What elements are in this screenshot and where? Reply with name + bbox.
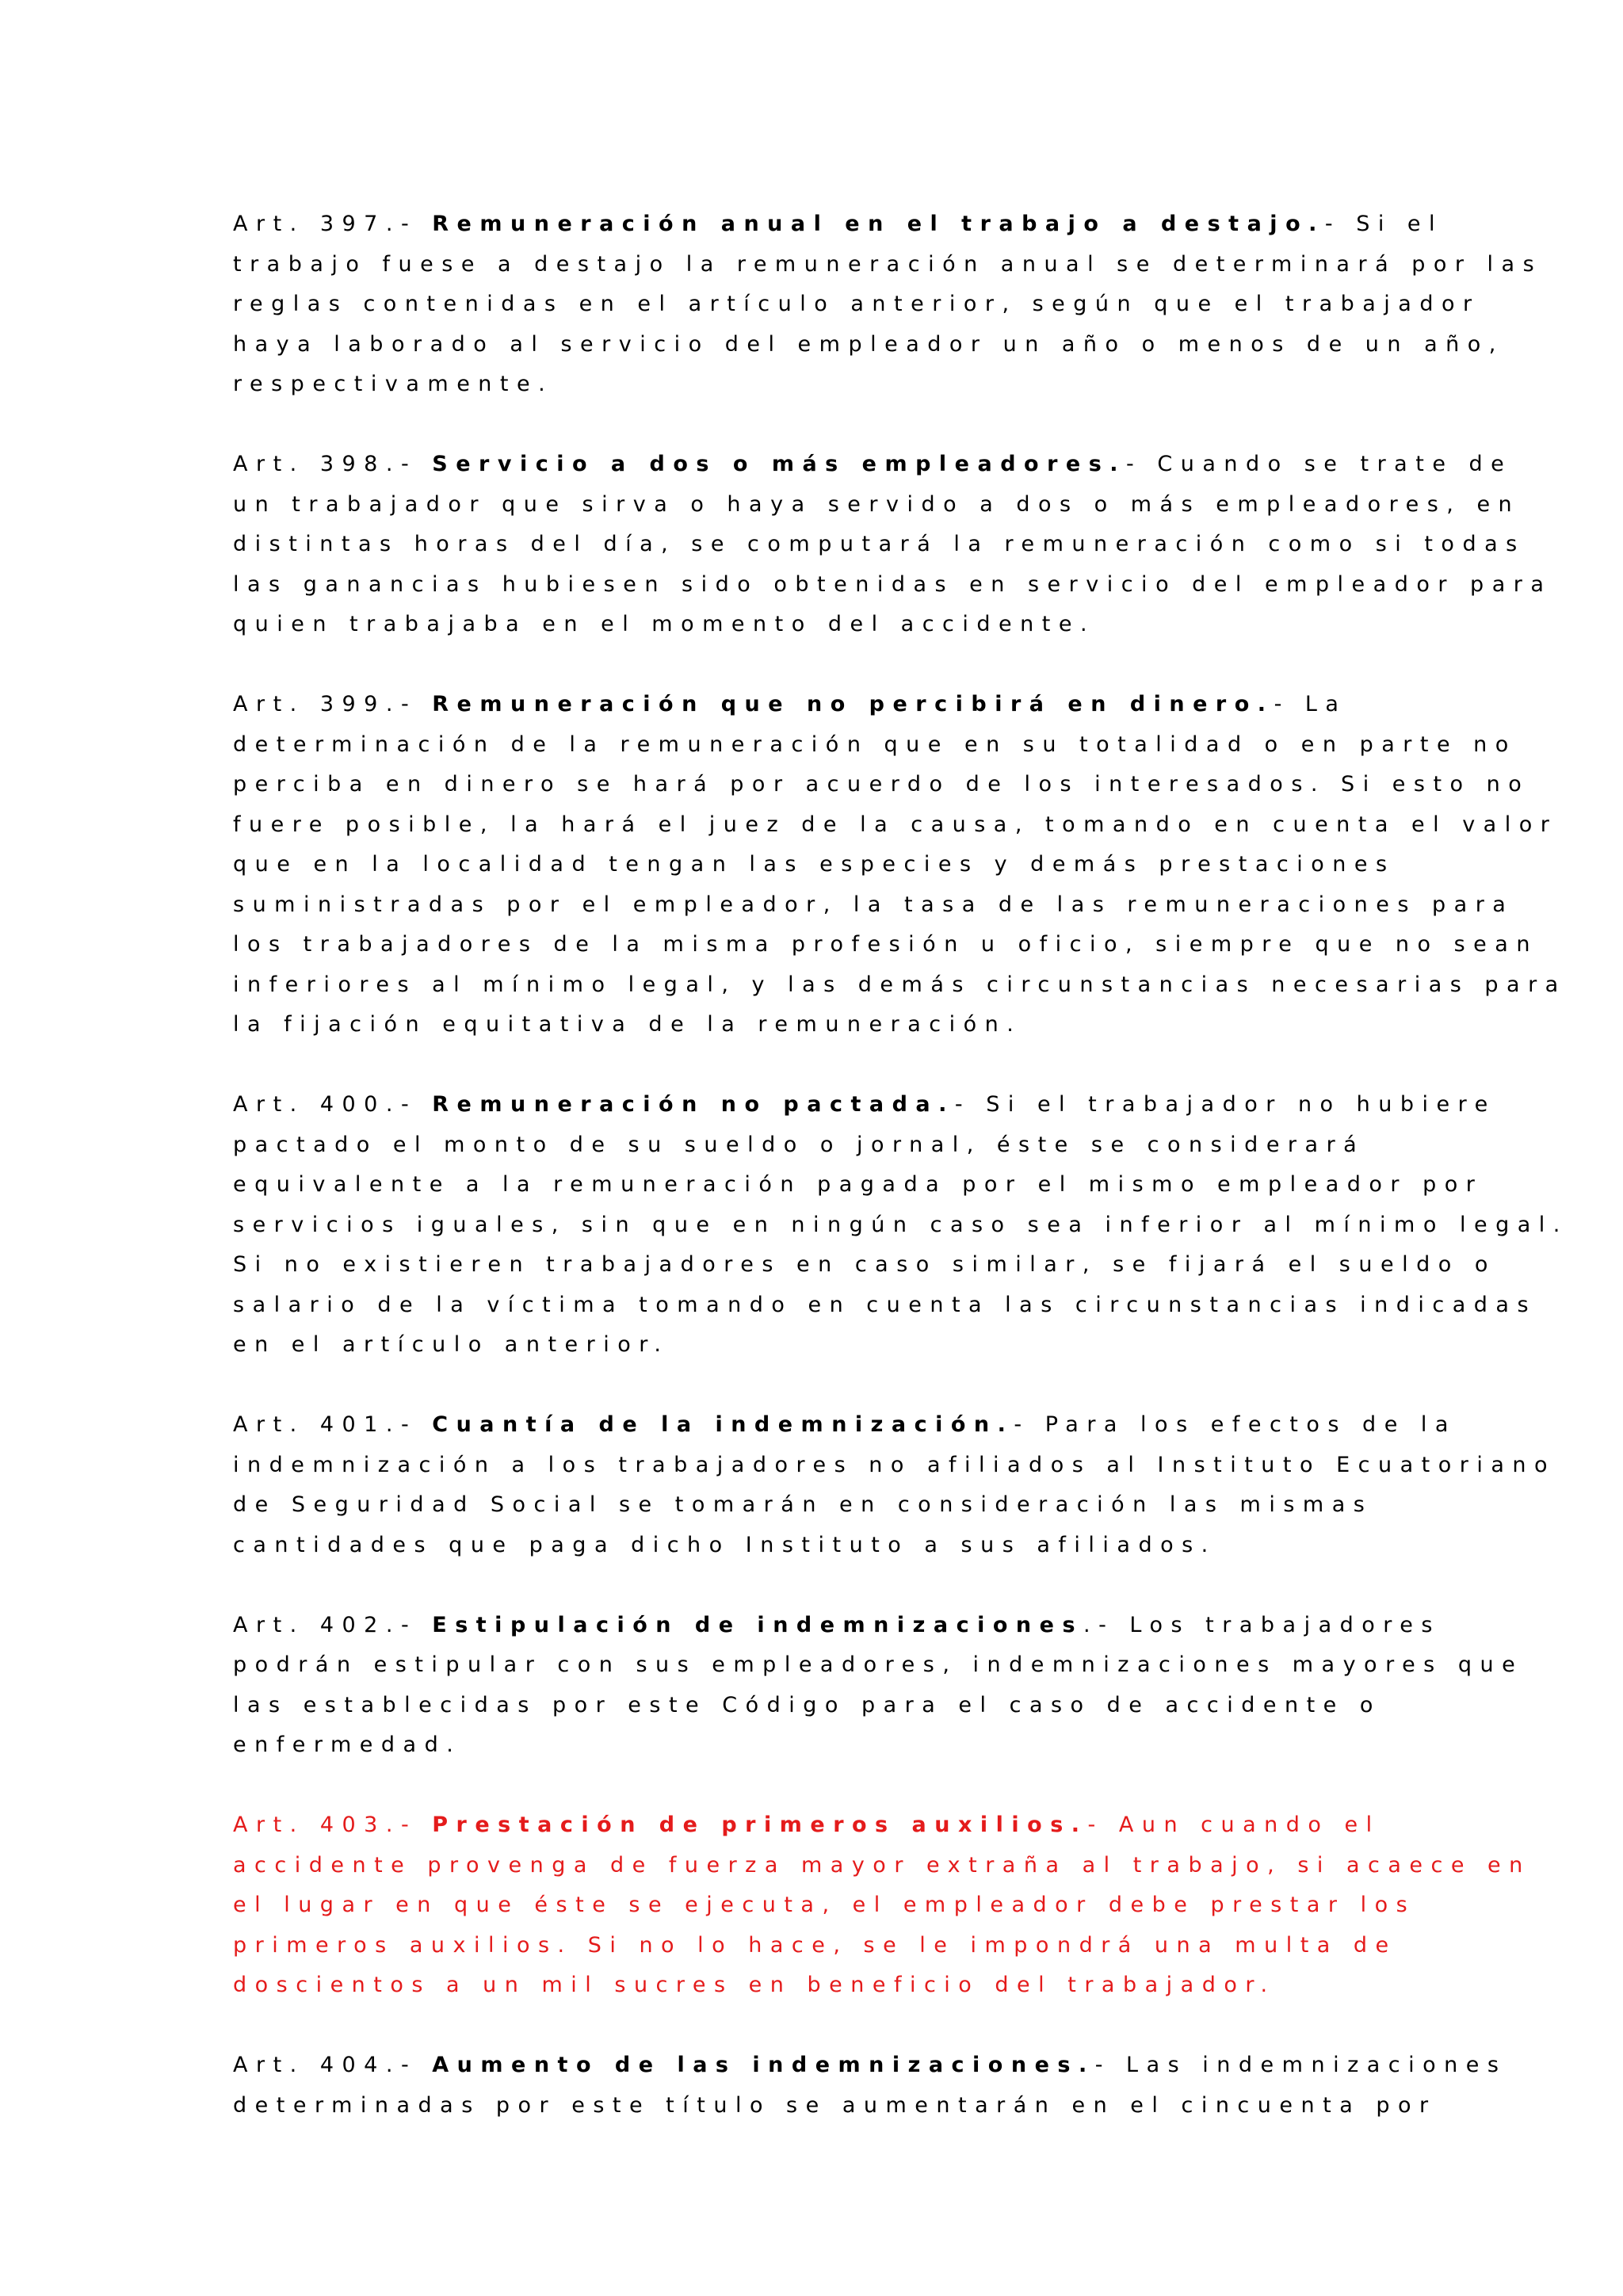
article-401	[233, 1405, 1556, 1565]
article-number: Art. 398.-	[233, 452, 433, 476]
article-first-line	[233, 1085, 1496, 1125]
article-text-line: determinación de la remuneración que en su totalidad o en parte no	[233, 732, 1517, 757]
article-text-line: suministradas por el empleador, la tasa de las remuneraciones para	[233, 892, 1514, 917]
article-number: Art. 400.-	[233, 1092, 433, 1117]
article-text-line: trabajo fuese a destajo la remuneración anual se determinará por las	[233, 251, 1543, 277]
article-title: Estipulación de indemnizaciones	[432, 1612, 1084, 1637]
article-text-line: las establecidas por este Código para el caso de accidente o	[233, 1692, 1381, 1717]
article-title: Remuneración no pactada.	[432, 1092, 955, 1117]
article-text-line: un trabajador que sirva o haya servido a dos o más empleadores, en	[233, 491, 1521, 517]
article-text-line: la fijación equitativa de la remuneración.	[233, 1012, 1022, 1037]
article-text-line: cantidades que paga dicho Instituto a sus afiliados.	[233, 1532, 1216, 1557]
article-text-line: que en la localidad tengan las especies y demás prestaciones	[233, 852, 1396, 877]
article-text-line: - Si el	[1324, 212, 1444, 236]
article-number: Art. 397.-	[233, 212, 433, 236]
article-number: Art. 403.-	[233, 1813, 433, 1837]
article-text-line: primeros auxilios. Si no lo hace, se le impondrá una multa de	[233, 1932, 1397, 1958]
article-402	[233, 1606, 1524, 1766]
article-text-line: - Si el trabajador no hubiere	[954, 1092, 1496, 1117]
article-404	[233, 2046, 1507, 2126]
article-text-line: de Seguridad Social se tomarán en consideración las mismas	[233, 1492, 1373, 1517]
article-text-line: las ganancias hubiesen sido obtenidas en servicio del empleador para	[233, 571, 1552, 597]
article-title: Servicio a dos o más empleadores.	[432, 452, 1127, 476]
article-text-line: reglas contenidas en el artículo anterior, según que el trabajador	[233, 292, 1480, 316]
article-text-line: podrán estipular con sus empleadores, indemnizaciones mayores que	[233, 1652, 1524, 1677]
article-text-line: - Para los efectos de la	[1014, 1412, 1457, 1437]
article-text-line: - Aun cuando el	[1087, 1813, 1381, 1837]
article-text-line: salario de la víctima tomando en cuenta las circunstancias indicadas	[233, 1292, 1537, 1317]
article-text-line: Si no existieren trabajadores en caso similar, se fijará el sueldo o	[233, 1252, 1496, 1277]
article-text-line: en el artículo anterior.	[233, 1332, 670, 1357]
article-number: Art. 404.-	[233, 2053, 433, 2077]
document-body	[233, 204, 1568, 2166]
article-text-line: pactado el monto de su sueldo o jornal, éste se considerará	[233, 1132, 1365, 1157]
article-text-line: inferiores al mínimo legal, y las demás circunstancias necesarias para	[233, 972, 1567, 997]
article-text-line: el lugar en que éste se ejecuta, el empleador debe prestar los	[233, 1893, 1416, 1917]
article-text-line: .- Los trabajadores	[1083, 1612, 1441, 1637]
article-first-line	[233, 445, 1513, 485]
article-title: Remuneración que no percibirá en dinero.	[432, 692, 1274, 716]
article-text-line: perciba en dinero se hará por acuerdo de los interesados. Si esto no	[233, 772, 1530, 797]
article-text-line: accidente provenga de fuerza mayor extraña al trabajo, si acaece en	[233, 1852, 1531, 1878]
article-number: Art. 399.-	[233, 692, 433, 716]
article-title: Remuneración anual en el trabajo a destajo.	[432, 212, 1325, 236]
article-first-line	[233, 204, 1444, 245]
article-399	[233, 685, 1567, 1045]
article-first-line	[233, 1606, 1441, 1646]
article-text-line: distintas horas del día, se computará la remuneración como si todas	[233, 532, 1526, 556]
article-text-line: doscientos a un mil sucres en beneficio del trabajador.	[233, 1973, 1276, 1997]
article-398	[233, 445, 1552, 645]
article-title: Aumento de las indemnizaciones.	[432, 2053, 1095, 2077]
article-text-line: enfermedad.	[233, 1733, 462, 1757]
article-403	[233, 1805, 1531, 2006]
article-400	[233, 1085, 1568, 1366]
article-text-line: - La	[1274, 692, 1347, 716]
article-first-line	[233, 1405, 1457, 1446]
article-397	[233, 204, 1543, 405]
article-text-line: los trabajadores de la misma profesión u oficio, siempre que no sean	[233, 932, 1538, 957]
article-text-line: - Cuando se trate de	[1126, 452, 1513, 476]
article-first-line	[233, 2046, 1507, 2086]
article-number: Art. 401.-	[233, 1412, 433, 1437]
article-text-line: equivalente a la remuneración pagada por el mismo empleador por	[233, 1172, 1484, 1197]
article-first-line	[233, 1805, 1422, 1846]
article-text-line: quien trabajaba en el momento del accidente.	[233, 612, 1096, 636]
article-text-line: respectivamente.	[233, 372, 554, 396]
article-number: Art. 402.-	[233, 1612, 433, 1637]
article-text-line: determinadas por este título se aumentarán en el cincuenta por	[233, 2092, 1437, 2118]
article-text-line: - Las indemnizaciones	[1094, 2053, 1507, 2077]
article-title: Cuantía de la indemnización.	[432, 1412, 1014, 1437]
article-text-line: indemnización a los trabajadores no afiliados al Instituto Ecuatoriano	[233, 1452, 1556, 1477]
article-text-line: haya laborado al servicio del empleador un año o menos de un año,	[233, 331, 1504, 357]
article-text-line: servicios iguales, sin que en ningún caso sea inferior al mínimo legal.	[233, 1212, 1568, 1237]
article-text-line: fuere posible, la hará el juez de la causa, tomando en cuenta el valor	[233, 812, 1558, 837]
article-title: Prestación de primeros auxilios.	[432, 1813, 1088, 1837]
article-first-line	[233, 685, 1422, 725]
